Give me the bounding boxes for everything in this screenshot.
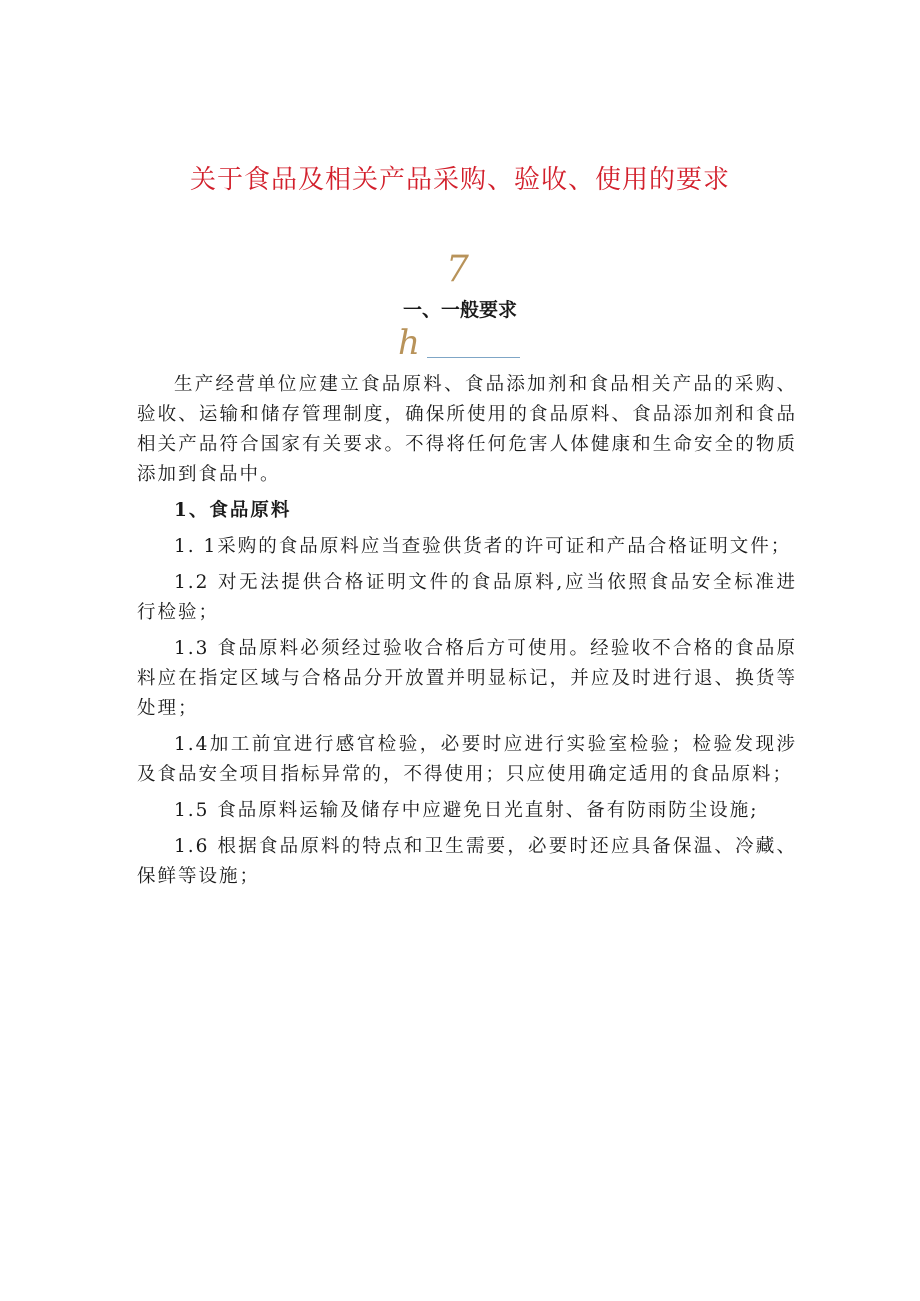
list-item: 1.5 食品原料运输及储存中应避免日光直射、备有防雨防尘设施; [174, 800, 759, 821]
document-title: 关于食品及相关产品采购、验收、使用的要求 [189, 165, 730, 195]
intro-paragraph: 生产经营单位应建立食品原料、食品添加剂和食品相关产品的采购、验收、运输和储存管理制度，确保所使用的食品原料、食品添加剂和食品相关产品符合国家有关要求。不得将任何危害人体健康和生命安全的物质添加到食品中。 [137, 374, 797, 485]
list-item: 1.4加工前宜进行感官检验，必要时应进行实验室检验；检验发现涉及食品安全项目指标异常的，不得使用；只应使用确定适用的食品原料； [137, 734, 797, 785]
subsection-heading: 1、食品原料 [174, 500, 292, 521]
decorative-h-glyph: h [398, 323, 420, 363]
list-item: 1.2 对无法提供合格证明文件的食品原料,应当依照食品安全标准进行检验； [137, 572, 797, 623]
decorative-underline [427, 357, 520, 358]
list-item: 1. 1采购的食品原料应当查验供货者的许可证和产品合格证明文件； [174, 536, 792, 557]
list-item: 1.6 根据食品原料的特点和卫生需要，必要时还应具备保温、冷藏、保鲜等设施； [137, 836, 797, 887]
document-body [137, 370, 797, 892]
section-heading: 一、一般要求 [402, 299, 517, 321]
list-item: 1.3 食品原料必须经过验收合格后方可使用。经验收不合格的食品原料应在指定区域与合格品分开放置并明显标记，并应及时进行退、换货等处理； [137, 638, 797, 719]
decorative-seven-glyph: 7 [446, 249, 469, 290]
